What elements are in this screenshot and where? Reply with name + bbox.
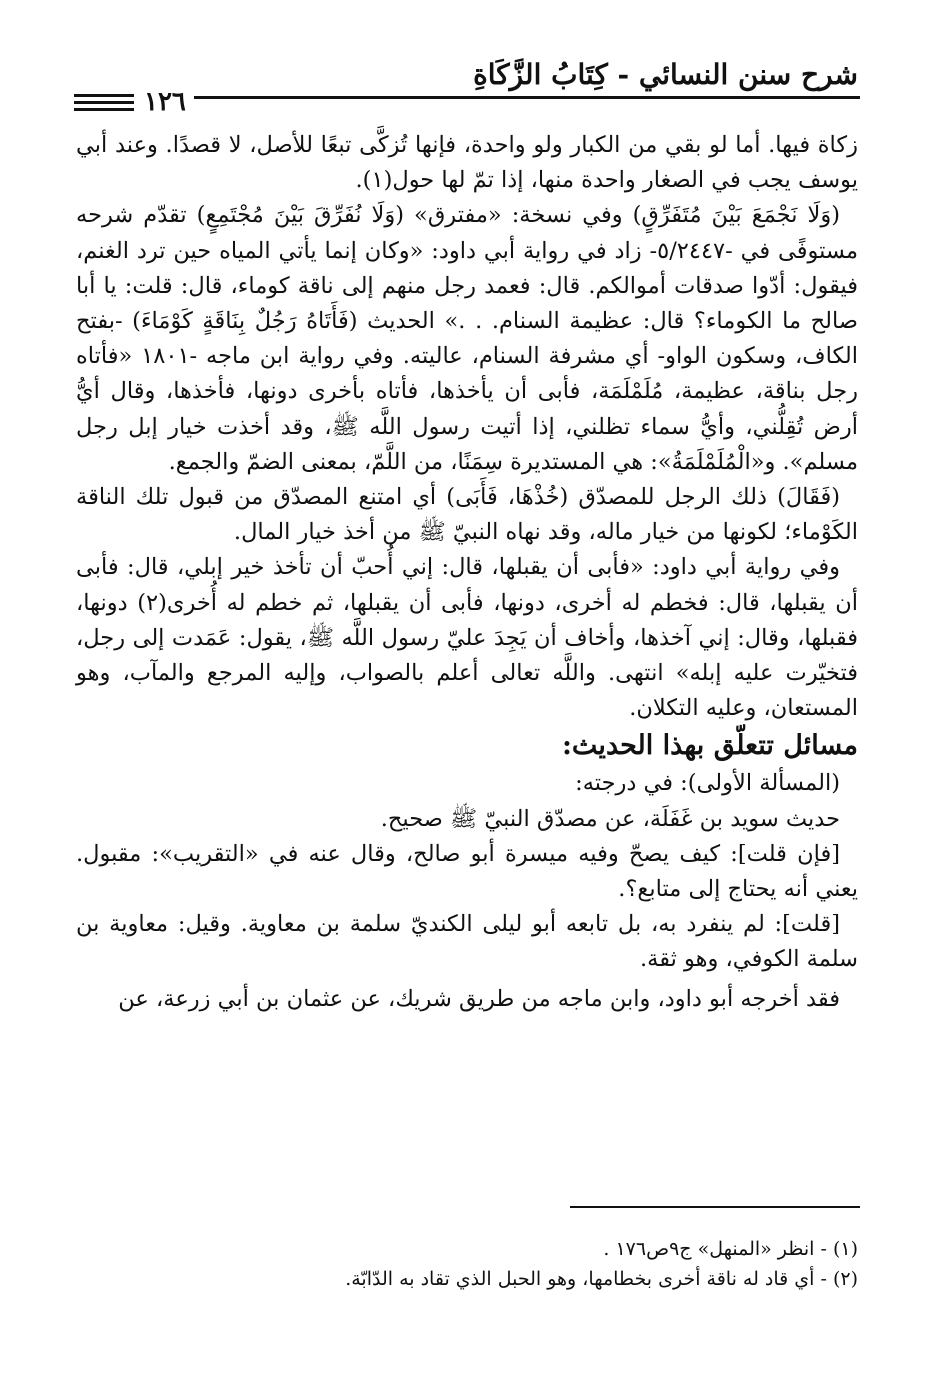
footnote: (١) - انظر «المنهل» ج٩ص١٧٦ .	[603, 1238, 858, 1260]
paragraph: (وَلَا نَجْمَعَ بَيْنَ مُتَفَرِّقٍ) وفي نسخة: «مفترق» (وَلَا نُفَرِّقَ بَيْنَ مُجْتَمِعٍ) تقدّم شرحه مستوفًى في -٥/٢٤٤٧- زاد في رواية أبي داود: «وكان إنما يأتي المياه حين ترد الغنم، فيقول: أدّوا صدقات أموالكم. قال: فعمد رجل منهم إلى ناقة كوماء، قال: قلت: يا أبا صالح ما الكوماء؟ قال: عظيمة السنام. . .» الحديث (فَأَتَاهُ رَجُلٌ بِنَاقَةٍ كَوْمَاءَ) -بفتح الكاف، وسكون الواو- أي مشرفة السنام، عاليته. وفي رواية ابن ماجه -١٨٠١ «فأتاه رجل بناقة، عظيمة، مُلَمْلَمَة، فأبى أن يأخذها، فأتاه بأخرى دونها، فأخذها، وقال أيُّ أرض تُقِلُّني، وأيُّ سماء تظلني، إذا أتيت رسول اللَّه ﷺ، وقد أخذت خيار إبل رجل مسلم». و«الْمُلَمْلَمَةُ»: هي المستديرة سِمَنًا، من اللَّمّ، بمعنى الضمّ والجمع.	[76, 202, 859, 475]
page-number: ١٢٦	[144, 87, 186, 117]
paragraph: فقد أخرجه أبو داود، وابن ماجه من طريق شريك، عن عثمان بن أبي زرعة، عن	[118, 985, 840, 1012]
paragraph: زكاة فيها. أما لو بقي من الكبار ولو واحدة، فإنها تُزكَّى تبعًا للأصل، لا قصدًا. وعند أبي يوسف يجب في الصغار واحدة منها، إذا تمّ لها حول(١).	[76, 132, 858, 194]
paragraph: [فإن قلت]: كيف يصحّ وفيه ميسرة أبو صالح، وقال عنه في «التقريب»: مقبول. يعني أنه يحتاج إلى متابع؟.	[76, 840, 858, 903]
footnotes	[76, 1234, 858, 1294]
page-number-ornament	[74, 94, 134, 111]
page-number-block	[74, 84, 194, 120]
paragraph: وفي رواية أبي داود: «فأبى أن يقبلها، قال: إني أُحبّ أن تأخذ خير إبلي، قال: فأبى أن يقبلها، قال: فخطم له أخرى، دونها، فأبى أن يقبلها، ثم خطم له أُخرى(٢) دونها، فقبلها، وقال: إني آخذها، وأخاف أن يَجِدَ عليّ رسول اللَّه ﷺ، يقول: عَمَدت إلى رجل، فتخيّرت عليه إبله» انتهى. واللَّه تعالى أعلم بالصواب، وإليه المرجع والمآب، وهو المستعان، وعليه التكلان.	[76, 554, 858, 722]
footnote: (٢) - أي قاد له ناقة أخرى بخطامها، وهو الحبل الذي تقاد به الدّابّة.	[345, 1268, 858, 1290]
header-rule	[78, 96, 860, 99]
paragraph: حديث سويد بن غَفَلَة، عن مصدّق النبيّ ﷺ صحيح.	[380, 805, 840, 832]
paragraph: (فَقَالَ) ذلك الرجل للمصدّق (خُذْهَا، فَأَبَى) أي امتنع المصدّق من قبول تلك الناقة الكَوْماء؛ لكونها من خيار ماله، وقد نهاه النبيّ ﷺ من أخذ خيار المال.	[76, 484, 858, 546]
paragraph: (المسألة الأولى): في درجته:	[575, 770, 840, 797]
section-heading: مسائل تتعلّق بهذا الحديث:	[561, 730, 858, 762]
paragraph: [قلت]: لم ينفرد به، بل تابعه أبو ليلى الكنديّ سلمة بن معاوية. وقيل: معاوية بن سلمة الكوفي، وهو ثقة.	[76, 911, 858, 973]
main-text	[76, 128, 858, 1017]
running-title: شرح سنن النسائي - كِتَابُ الزَّكَاةِ	[473, 58, 858, 91]
running-header	[78, 58, 858, 92]
footnote-separator	[570, 1206, 860, 1208]
